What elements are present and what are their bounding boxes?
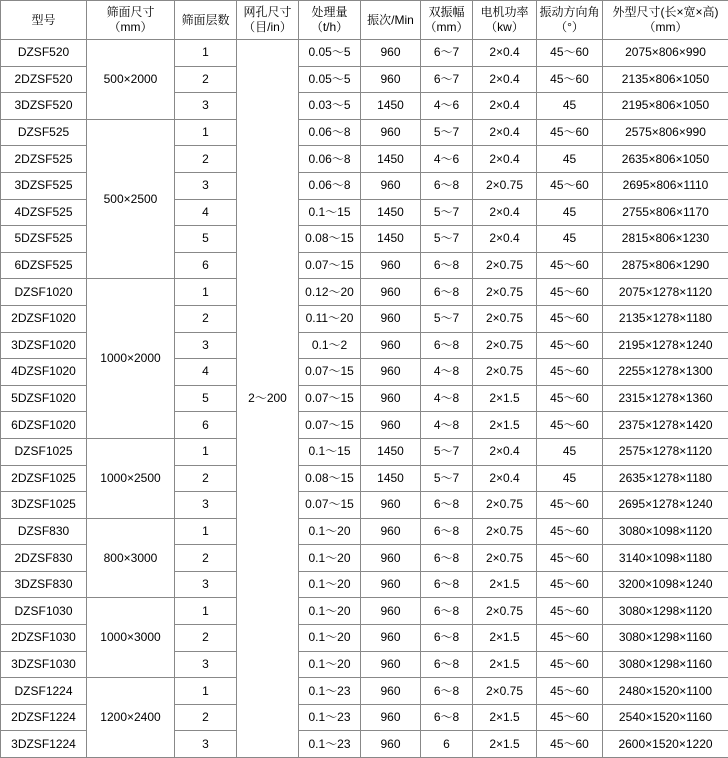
cell-vibration-angle: 45～60: [537, 518, 603, 545]
cell-motor-power: 2×0.4: [473, 66, 537, 93]
cell-model: 3DZSF1020: [1, 332, 87, 359]
cell-overall-dimensions: 2480×1520×1100: [603, 678, 728, 705]
header-row: [1, 1, 728, 40]
cell-vibration-angle: 45: [537, 199, 603, 226]
cell-layers: 6: [175, 252, 237, 279]
cell-motor-power: 2×0.4: [473, 226, 537, 253]
cell-amplitude: 6～8: [421, 545, 473, 572]
cell-model: 6DZSF525: [1, 252, 87, 279]
cell-vibration-angle: 45～60: [537, 625, 603, 652]
cell-overall-dimensions: 2635×1278×1180: [603, 465, 728, 492]
cell-capacity: 0.07～15: [299, 492, 361, 519]
column-header-layers: 筛面层数: [175, 1, 237, 40]
cell-motor-power: 2×0.75: [473, 518, 537, 545]
cell-model: DZSF1030: [1, 598, 87, 625]
cell-overall-dimensions: 3080×1298×1120: [603, 598, 728, 625]
cell-amplitude: 6～8: [421, 625, 473, 652]
cell-overall-dimensions: 2075×806×990: [603, 40, 728, 67]
cell-capacity: 0.1～2: [299, 332, 361, 359]
cell-layers: 3: [175, 93, 237, 120]
cell-model: 3DZSF525: [1, 172, 87, 199]
cell-motor-power: 2×0.4: [473, 40, 537, 67]
cell-overall-dimensions: 2135×1278×1180: [603, 305, 728, 332]
cell-amplitude: 6～8: [421, 252, 473, 279]
cell-layers: 5: [175, 385, 237, 412]
column-header-amplitude: 双振幅 （mm）: [421, 1, 473, 40]
column-header-screen-size: 筛面尺寸 （mm）: [87, 1, 175, 40]
cell-layers: 1: [175, 438, 237, 465]
cell-model: 2DZSF830: [1, 545, 87, 572]
cell-overall-dimensions: 2635×806×1050: [603, 146, 728, 173]
cell-motor-power: 2×1.5: [473, 625, 537, 652]
cell-capacity: 0.06～8: [299, 172, 361, 199]
cell-layers: 4: [175, 199, 237, 226]
cell-motor-power: 2×1.5: [473, 412, 537, 439]
cell-frequency: 960: [361, 385, 421, 412]
cell-layers: 2: [175, 146, 237, 173]
cell-layers: 3: [175, 492, 237, 519]
cell-frequency: 1450: [361, 438, 421, 465]
cell-frequency: 960: [361, 412, 421, 439]
cell-frequency: 960: [361, 119, 421, 146]
cell-amplitude: 6～8: [421, 571, 473, 598]
cell-capacity: 0.1～20: [299, 545, 361, 572]
cell-motor-power: 2×1.5: [473, 704, 537, 731]
cell-vibration-angle: 45～60: [537, 119, 603, 146]
cell-model: 2DZSF520: [1, 66, 87, 93]
cell-frequency: 960: [361, 359, 421, 386]
cell-frequency: 960: [361, 651, 421, 678]
cell-vibration-angle: 45～60: [537, 359, 603, 386]
cell-amplitude: 6～7: [421, 40, 473, 67]
cell-amplitude: 6～8: [421, 598, 473, 625]
cell-motor-power: 2×0.75: [473, 545, 537, 572]
cell-overall-dimensions: 2255×1278×1300: [603, 359, 728, 386]
cell-capacity: 0.1～15: [299, 199, 361, 226]
table-row: [1, 598, 728, 625]
cell-vibration-angle: 45～60: [537, 704, 603, 731]
cell-frequency: 1450: [361, 146, 421, 173]
cell-motor-power: 2×0.75: [473, 252, 537, 279]
cell-amplitude: 6～8: [421, 492, 473, 519]
cell-capacity: 0.1～20: [299, 598, 361, 625]
column-header-frequency: 振次/Min: [361, 1, 421, 40]
cell-model: 5DZSF1020: [1, 385, 87, 412]
cell-overall-dimensions: 2600×1520×1220: [603, 731, 728, 758]
cell-frequency: 960: [361, 492, 421, 519]
cell-layers: 1: [175, 40, 237, 67]
cell-overall-dimensions: 2075×1278×1120: [603, 279, 728, 306]
cell-layers: 4: [175, 359, 237, 386]
cell-screen-size: 500×2000: [87, 40, 175, 120]
cell-motor-power: 2×0.4: [473, 199, 537, 226]
cell-overall-dimensions: 3080×1298×1160: [603, 651, 728, 678]
cell-vibration-angle: 45～60: [537, 678, 603, 705]
cell-motor-power: 2×0.4: [473, 465, 537, 492]
cell-overall-dimensions: 2195×1278×1240: [603, 332, 728, 359]
table-row: [1, 119, 728, 146]
cell-amplitude: 4～8: [421, 412, 473, 439]
cell-frequency: 960: [361, 40, 421, 67]
cell-layers: 2: [175, 66, 237, 93]
cell-layers: 3: [175, 731, 237, 758]
cell-amplitude: 5～7: [421, 438, 473, 465]
cell-overall-dimensions: 3080×1098×1120: [603, 518, 728, 545]
cell-capacity: 0.1～20: [299, 625, 361, 652]
cell-model: 2DZSF1025: [1, 465, 87, 492]
cell-capacity: 0.1～23: [299, 704, 361, 731]
cell-layers: 2: [175, 704, 237, 731]
cell-amplitude: 5～7: [421, 305, 473, 332]
cell-motor-power: 2×0.75: [473, 492, 537, 519]
table-header: [1, 1, 728, 40]
cell-vibration-angle: 45～60: [537, 332, 603, 359]
cell-amplitude: 4～8: [421, 359, 473, 386]
cell-capacity: 0.1～20: [299, 518, 361, 545]
cell-motor-power: 2×0.75: [473, 359, 537, 386]
cell-frequency: 960: [361, 678, 421, 705]
cell-motor-power: 2×0.75: [473, 305, 537, 332]
cell-vibration-angle: 45～60: [537, 412, 603, 439]
cell-amplitude: 5～7: [421, 465, 473, 492]
cell-capacity: 0.06～8: [299, 119, 361, 146]
column-header-model: 型号: [1, 1, 87, 40]
cell-vibration-angle: 45～60: [537, 172, 603, 199]
cell-capacity: 0.1～23: [299, 678, 361, 705]
column-header-mesh-size: 网孔尺寸 （目/in）: [237, 1, 299, 40]
table-row: [1, 279, 728, 306]
cell-motor-power: 2×0.4: [473, 146, 537, 173]
cell-overall-dimensions: 2315×1278×1360: [603, 385, 728, 412]
cell-frequency: 1450: [361, 199, 421, 226]
cell-motor-power: 2×0.75: [473, 678, 537, 705]
cell-overall-dimensions: 2695×1278×1240: [603, 492, 728, 519]
cell-capacity: 0.05～5: [299, 40, 361, 67]
cell-amplitude: 6～8: [421, 518, 473, 545]
cell-model: DZSF520: [1, 40, 87, 67]
cell-model: 3DZSF520: [1, 93, 87, 120]
cell-vibration-angle: 45～60: [537, 66, 603, 93]
column-header-motor-power: 电机功率 （kw）: [473, 1, 537, 40]
cell-model: 5DZSF525: [1, 226, 87, 253]
cell-capacity: 0.07～15: [299, 252, 361, 279]
cell-vibration-angle: 45～60: [537, 279, 603, 306]
cell-overall-dimensions: 2755×806×1170: [603, 199, 728, 226]
cell-frequency: 1450: [361, 465, 421, 492]
cell-layers: 3: [175, 571, 237, 598]
cell-motor-power: 2×0.75: [473, 279, 537, 306]
cell-capacity: 0.08～15: [299, 465, 361, 492]
cell-model: 2DZSF1030: [1, 625, 87, 652]
cell-capacity: 0.07～15: [299, 385, 361, 412]
cell-frequency: 960: [361, 545, 421, 572]
cell-vibration-angle: 45: [537, 146, 603, 173]
cell-model: 3DZSF1224: [1, 731, 87, 758]
cell-model: DZSF1224: [1, 678, 87, 705]
cell-layers: 1: [175, 518, 237, 545]
cell-layers: 3: [175, 172, 237, 199]
cell-vibration-angle: 45～60: [537, 598, 603, 625]
cell-vibration-angle: 45～60: [537, 571, 603, 598]
cell-layers: 1: [175, 598, 237, 625]
cell-amplitude: 6～8: [421, 704, 473, 731]
cell-layers: 6: [175, 412, 237, 439]
table-body: [1, 40, 728, 758]
cell-layers: 2: [175, 625, 237, 652]
cell-overall-dimensions: 2195×806×1050: [603, 93, 728, 120]
cell-amplitude: 4～8: [421, 385, 473, 412]
cell-mesh-size: 2～200: [237, 40, 299, 758]
column-header-vibration-angle: 振动方向角 （°）: [537, 1, 603, 40]
cell-amplitude: 5～7: [421, 226, 473, 253]
cell-overall-dimensions: 2575×1278×1120: [603, 438, 728, 465]
cell-layers: 2: [175, 465, 237, 492]
cell-amplitude: 6～8: [421, 332, 473, 359]
cell-frequency: 960: [361, 252, 421, 279]
cell-model: 2DZSF1224: [1, 704, 87, 731]
cell-overall-dimensions: 2695×806×1110: [603, 172, 728, 199]
cell-motor-power: 2×1.5: [473, 731, 537, 758]
cell-amplitude: 6: [421, 731, 473, 758]
cell-vibration-angle: 45: [537, 226, 603, 253]
cell-capacity: 0.03～5: [299, 93, 361, 120]
cell-frequency: 960: [361, 332, 421, 359]
cell-capacity: 0.06～8: [299, 146, 361, 173]
cell-amplitude: 4～6: [421, 93, 473, 120]
cell-amplitude: 5～7: [421, 119, 473, 146]
cell-capacity: 0.07～15: [299, 412, 361, 439]
cell-motor-power: 2×1.5: [473, 651, 537, 678]
cell-amplitude: 5～7: [421, 199, 473, 226]
cell-vibration-angle: 45～60: [537, 305, 603, 332]
cell-model: 3DZSF830: [1, 571, 87, 598]
cell-overall-dimensions: 2815×806×1230: [603, 226, 728, 253]
cell-frequency: 960: [361, 571, 421, 598]
cell-capacity: 0.05～5: [299, 66, 361, 93]
cell-motor-power: 2×1.5: [473, 385, 537, 412]
cell-amplitude: 4～6: [421, 146, 473, 173]
cell-capacity: 0.1～15: [299, 438, 361, 465]
cell-vibration-angle: 45: [537, 438, 603, 465]
cell-layers: 5: [175, 226, 237, 253]
cell-screen-size: 800×3000: [87, 518, 175, 598]
cell-motor-power: 2×0.4: [473, 93, 537, 120]
cell-overall-dimensions: 3140×1098×1180: [603, 545, 728, 572]
cell-frequency: 960: [361, 172, 421, 199]
cell-capacity: 0.08～15: [299, 226, 361, 253]
cell-overall-dimensions: 2575×806×990: [603, 119, 728, 146]
cell-vibration-angle: 45: [537, 465, 603, 492]
cell-vibration-angle: 45～60: [537, 40, 603, 67]
cell-amplitude: 6～8: [421, 279, 473, 306]
cell-capacity: 0.11～20: [299, 305, 361, 332]
cell-vibration-angle: 45～60: [537, 731, 603, 758]
cell-model: 2DZSF1020: [1, 305, 87, 332]
cell-screen-size: 1000×2500: [87, 438, 175, 518]
cell-frequency: 960: [361, 279, 421, 306]
cell-overall-dimensions: 2135×806×1050: [603, 66, 728, 93]
cell-vibration-angle: 45～60: [537, 651, 603, 678]
cell-layers: 1: [175, 119, 237, 146]
cell-overall-dimensions: 3200×1098×1240: [603, 571, 728, 598]
cell-frequency: 1450: [361, 226, 421, 253]
cell-capacity: 0.12～20: [299, 279, 361, 306]
table-row: [1, 678, 728, 705]
cell-frequency: 960: [361, 731, 421, 758]
cell-overall-dimensions: 2540×1520×1160: [603, 704, 728, 731]
cell-motor-power: 2×0.4: [473, 119, 537, 146]
column-header-overall-dimensions: 外型尺寸(长×宽×高) （mm）: [603, 1, 728, 40]
cell-vibration-angle: 45～60: [537, 492, 603, 519]
cell-vibration-angle: 45～60: [537, 385, 603, 412]
cell-amplitude: 6～7: [421, 66, 473, 93]
cell-model: 3DZSF1030: [1, 651, 87, 678]
cell-amplitude: 6～8: [421, 678, 473, 705]
cell-model: 2DZSF525: [1, 146, 87, 173]
cell-layers: 3: [175, 651, 237, 678]
cell-motor-power: 2×0.4: [473, 438, 537, 465]
cell-frequency: 1450: [361, 93, 421, 120]
cell-motor-power: 2×1.5: [473, 571, 537, 598]
cell-screen-size: 1200×2400: [87, 678, 175, 758]
cell-layers: 1: [175, 279, 237, 306]
cell-layers: 2: [175, 545, 237, 572]
cell-model: DZSF1025: [1, 438, 87, 465]
cell-frequency: 960: [361, 518, 421, 545]
cell-layers: 2: [175, 305, 237, 332]
cell-capacity: 0.07～15: [299, 359, 361, 386]
column-header-capacity: 处理量 （t/h）: [299, 1, 361, 40]
table-row: [1, 40, 728, 67]
cell-layers: 3: [175, 332, 237, 359]
cell-overall-dimensions: 2375×1278×1420: [603, 412, 728, 439]
cell-amplitude: 6～8: [421, 172, 473, 199]
cell-amplitude: 6～8: [421, 651, 473, 678]
cell-motor-power: 2×0.75: [473, 332, 537, 359]
cell-frequency: 960: [361, 305, 421, 332]
cell-capacity: 0.1～20: [299, 651, 361, 678]
cell-screen-size: 1000×2000: [87, 279, 175, 439]
cell-motor-power: 2×0.75: [473, 172, 537, 199]
table-row: [1, 438, 728, 465]
cell-model: 4DZSF1020: [1, 359, 87, 386]
cell-model: DZSF830: [1, 518, 87, 545]
cell-capacity: 0.1～20: [299, 571, 361, 598]
cell-frequency: 960: [361, 704, 421, 731]
cell-layers: 1: [175, 678, 237, 705]
cell-vibration-angle: 45～60: [537, 252, 603, 279]
cell-capacity: 0.1～23: [299, 731, 361, 758]
cell-screen-size: 500×2500: [87, 119, 175, 279]
cell-model: DZSF525: [1, 119, 87, 146]
cell-vibration-angle: 45: [537, 93, 603, 120]
cell-model: 6DZSF1020: [1, 412, 87, 439]
cell-overall-dimensions: 3080×1298×1160: [603, 625, 728, 652]
cell-motor-power: 2×0.75: [473, 598, 537, 625]
cell-frequency: 960: [361, 598, 421, 625]
cell-vibration-angle: 45～60: [537, 545, 603, 572]
cell-frequency: 960: [361, 66, 421, 93]
cell-model: 3DZSF1025: [1, 492, 87, 519]
table-row: [1, 518, 728, 545]
cell-model: DZSF1020: [1, 279, 87, 306]
cell-model: 4DZSF525: [1, 199, 87, 226]
cell-screen-size: 1000×3000: [87, 598, 175, 678]
cell-frequency: 960: [361, 625, 421, 652]
cell-overall-dimensions: 2875×806×1290: [603, 252, 728, 279]
